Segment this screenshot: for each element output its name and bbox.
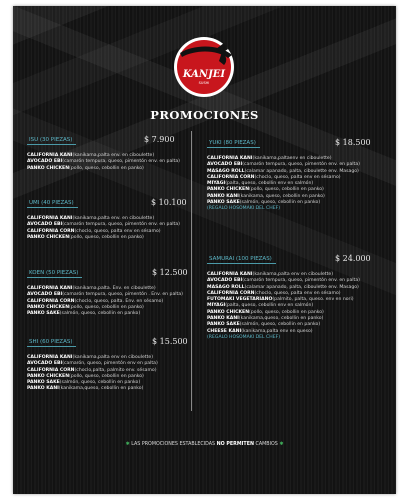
item-name: PANKO SAKE <box>27 380 60 386</box>
page-title: PROMOCIONES <box>150 108 259 122</box>
item-description: (kanikama,palta env en queso) <box>241 328 313 334</box>
footer-text-post: CAMBIOS <box>255 442 278 447</box>
item-name: PANKO CHICKEN <box>27 234 70 240</box>
item-description: (kanikama,palta env en ciboulette) <box>252 272 334 277</box>
promo-name: UMI (40 PIEZAS) <box>27 200 78 208</box>
item-name: AVOCADO EBI <box>27 159 63 165</box>
item-name: CALIFORNIA KANI <box>27 286 73 291</box>
item-description: (camarón tempura, queso, pimentón . Env. en palta) <box>62 292 183 298</box>
item-name: CALIFORNIA CORN <box>27 228 75 234</box>
promo-koen <box>27 268 188 317</box>
item-description: (pollo, queso, cebollin en panko) <box>69 304 144 310</box>
item-name: PANKO CHICKEN <box>27 165 70 171</box>
item-description: (salmón, queso, cebollin en panko) <box>59 311 141 317</box>
menu-item <box>207 335 360 341</box>
item-description: (kanikama,palta env en ciboulette) <box>72 355 154 360</box>
menu-item <box>27 235 180 241</box>
item-description: (camarón tempura, queso, pimentón env. en palta) <box>242 278 360 284</box>
promo-umi <box>27 198 187 241</box>
item-name: PANKO SAKE <box>27 311 60 317</box>
star-icon: ✱ <box>125 442 130 447</box>
item-name: CALIFORNIA CORN <box>207 290 255 296</box>
item-name: CALIFORNIA CORN <box>27 298 75 304</box>
item-name: AVOCADO EBI <box>207 278 243 284</box>
item-description: (choclo,palta, palmito env. sésamo) <box>74 367 157 373</box>
item-description: (salmón, queso, cebollin en panko) <box>59 380 141 386</box>
item-description: (kanikama,queso, cebollin en panko) <box>58 386 144 392</box>
item-name: FUTOMAKI VEGETARIANO <box>207 297 273 303</box>
promo-poster <box>13 6 396 494</box>
item-description: (kanikama,palta. Env. en ciboulette) <box>72 286 156 291</box>
promo-name: KOEN (50 PIEZAS) <box>27 270 82 278</box>
promo-price: $ 10.100 <box>151 198 187 207</box>
footer-text-emphasis: NO PERMITEN <box>216 442 254 447</box>
menu-item <box>27 311 183 317</box>
item-description: (kanikama, queso, cebollin en panko) <box>238 193 325 199</box>
promo-price: $ 24.000 <box>335 254 371 263</box>
promo-price: $ 18.500 <box>335 138 371 147</box>
item-name: PANKO KANI <box>207 316 239 322</box>
item-name: CALIFORNIA CORN <box>27 367 75 373</box>
item-description: (choclo, queso, palta. Env. en sésamo) <box>74 298 164 304</box>
item-name: PANKO CHICKEN <box>27 304 70 310</box>
item-name: PANKO KANI <box>207 193 239 199</box>
item-description: (camarón tempura, queso, pimentón env. en palta) <box>62 222 180 228</box>
menu-item <box>27 386 158 392</box>
promo-name: SAMURAI (100 PIEZAS) <box>207 256 276 264</box>
item-name: AVOCADO EBI <box>207 162 243 168</box>
item-name: PANKO CHICKEN <box>207 187 250 193</box>
item-name: PANKO CHICKEN <box>27 373 70 379</box>
item-name: CALIFORNIA KANI <box>207 156 253 161</box>
item-description: (REGALO HOSOMAKI DEL CHEF) <box>207 206 281 212</box>
item-description: (palmito, palta, queso. env en nori) <box>272 297 354 303</box>
item-name: CHEESE KANI <box>207 328 242 334</box>
item-description: (salmón, queso, cebollin en panko) <box>239 322 321 328</box>
promo-name: ISU (30 PIEZAS) <box>27 137 76 145</box>
footer-notice <box>13 442 396 447</box>
promo-name: YUKI (80 PIEZAS) <box>207 140 260 148</box>
item-description: (camarón tempura, queso, pimentón env. en palta) <box>62 159 180 165</box>
item-name: MASAGO ROLL <box>207 284 245 290</box>
item-description: (palta, queso, cebollin env en salmón) <box>225 181 314 187</box>
item-name: MIYAGI <box>207 181 226 187</box>
promo-price: $ 7.900 <box>144 135 175 144</box>
item-description: (kanikama,paltaenv en ciboulette) <box>252 156 332 161</box>
promo-price: $ 12.500 <box>152 268 188 277</box>
item-description: (calamar apanado, palta, ciboulette env. Masago) <box>244 284 359 290</box>
item-description: (calamar apanado, palta, ciboulette env. Masago) <box>244 168 359 174</box>
promo-samurai <box>207 254 371 341</box>
item-description: (choclo, queso, palta env en sésamo) <box>254 290 341 296</box>
item-name: AVOCADO EBI <box>27 292 63 298</box>
item-description: (pollo, queso, cebollin en panko) <box>69 373 144 379</box>
item-description: (palta, queso, cebollin env en salmón) <box>225 303 314 309</box>
promo-name: SHI (60 PIEZAS) <box>27 339 76 347</box>
item-name: CALIFORNIA KANI <box>207 272 253 277</box>
item-description: (kanikama,queso, cebollin en panko) <box>238 316 324 322</box>
item-description: (pollo, queso, cebollin en panko) <box>249 309 324 315</box>
item-description: (choclo, queso, palta env en sésamo) <box>74 228 161 234</box>
item-name: MASAGO ROLL <box>207 168 245 174</box>
item-description: (kanikama,palta env. en ciboulette) <box>72 216 155 221</box>
item-name: PANKO SAKE <box>207 200 240 206</box>
promo-shi <box>27 337 188 393</box>
item-description: (pollo, queso, cebollin en panko) <box>69 234 144 240</box>
menu-item <box>207 206 360 212</box>
item-name: CALIFORNIA KANI <box>27 216 73 221</box>
item-description: (kanikama,palta env. en ciboulette) <box>72 153 155 158</box>
item-name: PANKO KANI <box>27 386 59 392</box>
item-description: (choclo, queso, palta env en sésamo) <box>254 174 341 180</box>
item-description: (pollo, queso, cebollin en panko) <box>69 165 144 171</box>
promo-isu <box>27 137 180 172</box>
column-divider <box>191 131 192 411</box>
item-name: MIYAGI <box>207 303 226 309</box>
item-name: CALIFORNIA CORN <box>207 174 255 180</box>
menu-item <box>27 166 180 172</box>
logo-text: KANJEI <box>182 69 226 80</box>
item-description: (camarón, queso, pimentón env en palta) <box>62 361 158 367</box>
item-description: (pollo, queso, cebollin en panko) <box>249 187 324 193</box>
footer-text-pre: LAS PROMOCIONES ESTABLECIDAS <box>131 442 216 447</box>
item-name: AVOCADO EBI <box>27 222 63 228</box>
item-description: (salmón, queso, cebollin en panko) <box>239 200 321 206</box>
item-description: (REGALO HOSOMAKI DEL CHEF) <box>207 334 281 340</box>
promo-price: $ 15.500 <box>152 337 188 346</box>
star-icon: ✱ <box>279 442 284 447</box>
promo-yuki <box>207 138 371 213</box>
item-name: PANKO CHICKEN <box>207 309 250 315</box>
item-name: AVOCADO EBI <box>27 361 63 367</box>
item-description: (camarón tempura, queso, pimentón env. en palta) <box>242 162 360 168</box>
logo-subtext: SUSHI <box>198 81 210 85</box>
item-name: CALIFORNIA KANI <box>27 153 73 158</box>
item-name: CALIFORNIA KANI <box>27 355 73 360</box>
item-name: PANKO SAKE <box>207 322 240 328</box>
kanjei-logo <box>172 35 236 99</box>
